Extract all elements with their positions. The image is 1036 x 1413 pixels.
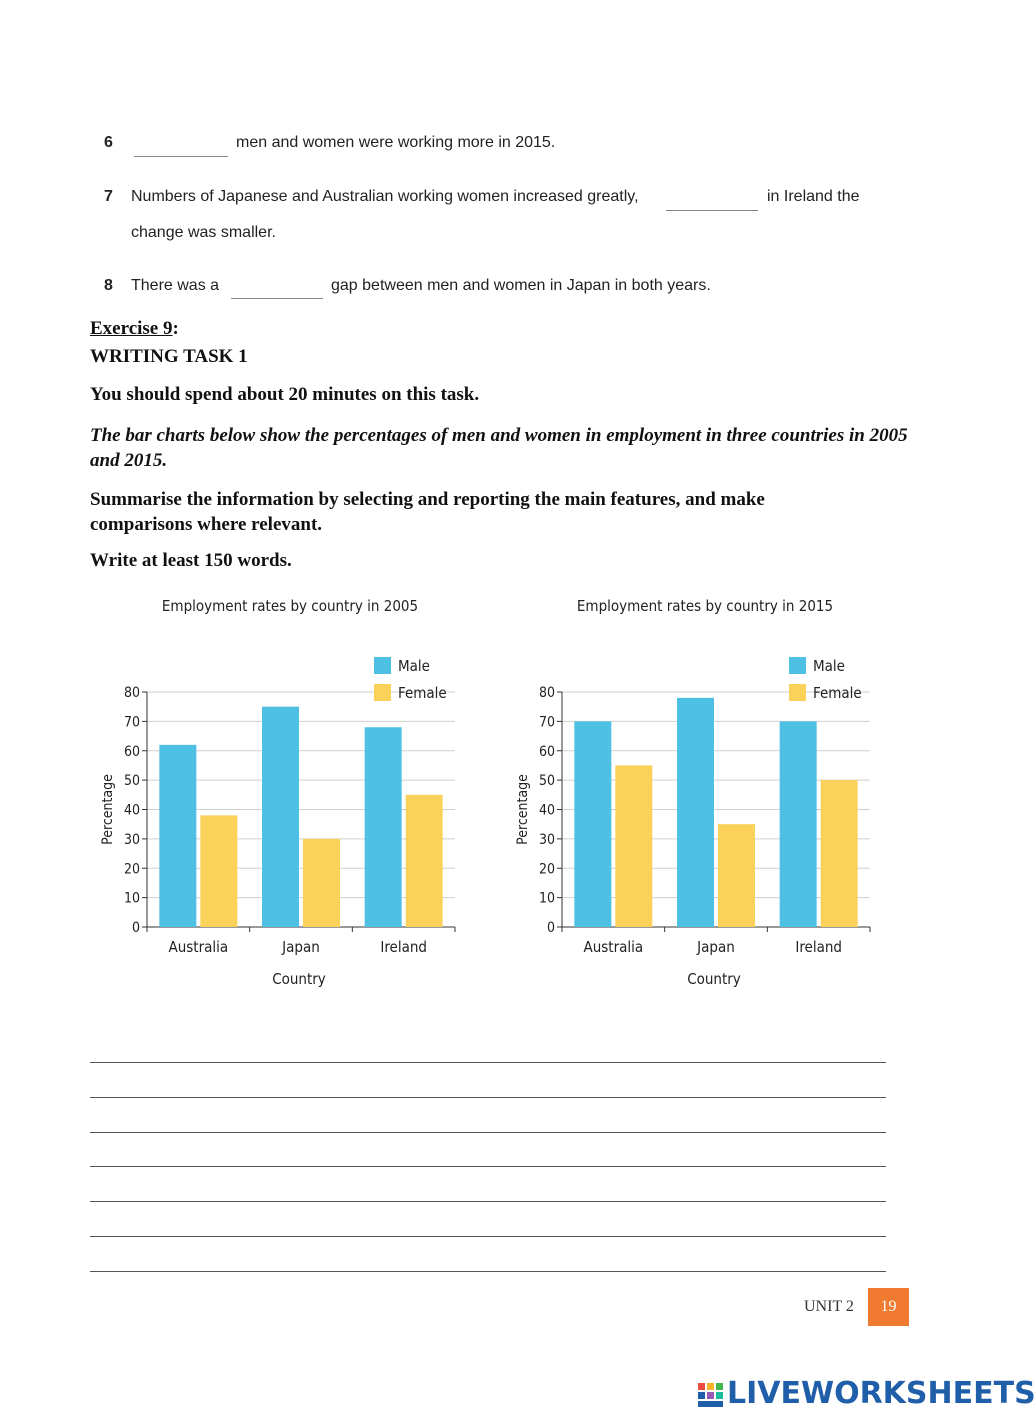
exercise-heading bbox=[90, 318, 179, 340]
x-tick-label: Japan bbox=[282, 938, 320, 956]
bar-male-japan bbox=[677, 698, 714, 927]
legend-swatch-female bbox=[789, 684, 806, 701]
writing-line[interactable] bbox=[90, 1271, 886, 1272]
legend-label-male: Male bbox=[813, 657, 845, 675]
chart-title: Employment rates by country in 2005 bbox=[161, 597, 419, 615]
task-instruction: Summarise the information by selecting and reporting the main features, and make comparisons where relevant. bbox=[90, 489, 765, 535]
y-tick-label: 50 bbox=[123, 773, 140, 790]
legend-label-male: Male bbox=[398, 657, 430, 675]
legend-swatch-female bbox=[374, 684, 391, 701]
writing-line[interactable] bbox=[90, 1236, 886, 1237]
exercise-heading-colon: : bbox=[172, 318, 179, 339]
y-tick-label: 40 bbox=[538, 802, 555, 819]
question-text-after: men and women were working more in 2015. bbox=[236, 134, 556, 151]
answer-blank-7[interactable] bbox=[666, 210, 758, 211]
y-tick-label: 60 bbox=[123, 743, 140, 760]
y-tick-label: 80 bbox=[538, 685, 555, 701]
question-number: 6 bbox=[104, 134, 113, 151]
bar-male-australia bbox=[574, 721, 611, 927]
y-axis-label: Percentage bbox=[100, 774, 116, 845]
task-prompt: The bar charts below show the percentages of men and women in employment in three countries in 2005 and 2015. bbox=[90, 425, 908, 471]
bar-female-ireland bbox=[406, 795, 443, 927]
time-note: You should spend about 20 minutes on this task. bbox=[90, 384, 480, 405]
x-axis-label: Country bbox=[272, 970, 326, 988]
y-tick-label: 10 bbox=[123, 890, 140, 907]
question-text-before: There was a bbox=[131, 277, 220, 294]
exercise-heading-label: Exercise 9 bbox=[90, 318, 173, 339]
page-number: 19 bbox=[868, 1288, 909, 1326]
question-text-after: gap between men and women in Japan in both years. bbox=[331, 277, 711, 294]
bar-chart-2005 bbox=[90, 590, 490, 1000]
bar-female-japan bbox=[303, 839, 340, 927]
writing-line[interactable] bbox=[90, 1097, 886, 1098]
unit-label: UNIT 2 bbox=[804, 1298, 854, 1315]
y-tick-label: 80 bbox=[123, 685, 140, 701]
x-tick-label: Ireland bbox=[795, 938, 842, 956]
question-number: 8 bbox=[104, 277, 113, 294]
bar-female-ireland bbox=[821, 780, 858, 927]
y-tick-label: 30 bbox=[123, 831, 140, 848]
legend-label-female: Female bbox=[813, 684, 862, 702]
y-tick-label: 0 bbox=[546, 920, 555, 936]
writing-line[interactable] bbox=[90, 1132, 886, 1133]
legend-swatch-male bbox=[789, 657, 806, 674]
bar-female-australia bbox=[615, 765, 652, 927]
y-tick-label: 30 bbox=[538, 831, 555, 848]
x-tick-label: Australia bbox=[583, 938, 644, 956]
y-tick-label: 20 bbox=[123, 861, 140, 878]
x-axis-label: Country bbox=[687, 970, 741, 988]
bar-male-ireland bbox=[365, 727, 402, 927]
question-text-after: in Ireland the bbox=[767, 188, 860, 205]
x-tick-label: Japan bbox=[697, 938, 735, 956]
writing-line[interactable] bbox=[90, 1062, 886, 1063]
question-text-before: Numbers of Japanese and Australian working women increased greatly, bbox=[131, 188, 639, 205]
y-tick-label: 50 bbox=[538, 773, 555, 790]
legend-swatch-male bbox=[374, 657, 391, 674]
x-tick-label: Australia bbox=[168, 938, 229, 956]
task-title: WRITING TASK 1 bbox=[90, 346, 248, 367]
y-tick-label: 0 bbox=[131, 920, 140, 936]
x-tick-label: Ireland bbox=[380, 938, 427, 956]
bar-female-japan bbox=[718, 824, 755, 927]
bar-chart-2015 bbox=[505, 590, 905, 1000]
question-number: 7 bbox=[104, 188, 113, 205]
logo-mark-icon bbox=[697, 1380, 725, 1410]
logo-text: LIVEWORKSHEETS bbox=[727, 1376, 1036, 1411]
y-tick-label: 40 bbox=[123, 802, 140, 819]
bar-male-ireland bbox=[780, 721, 817, 927]
y-tick-label: 70 bbox=[538, 714, 555, 731]
question-text-line2: change was smaller. bbox=[131, 224, 276, 241]
y-axis-label: Percentage bbox=[515, 774, 531, 845]
y-tick-label: 20 bbox=[538, 861, 555, 878]
answer-blank-8[interactable] bbox=[231, 298, 323, 299]
bar-female-australia bbox=[200, 815, 237, 927]
liveworksheets-logo bbox=[697, 1376, 1036, 1412]
legend-label-female: Female bbox=[398, 684, 447, 702]
y-tick-label: 70 bbox=[123, 714, 140, 731]
chart-title: Employment rates by country in 2015 bbox=[576, 597, 834, 615]
word-count-note: Write at least 150 words. bbox=[90, 550, 292, 571]
writing-line[interactable] bbox=[90, 1166, 886, 1167]
y-tick-label: 60 bbox=[538, 743, 555, 760]
bar-male-australia bbox=[159, 745, 196, 927]
writing-line[interactable] bbox=[90, 1201, 886, 1202]
y-tick-label: 10 bbox=[538, 890, 555, 907]
answer-blank-6[interactable] bbox=[134, 156, 228, 157]
bar-male-japan bbox=[262, 707, 299, 927]
